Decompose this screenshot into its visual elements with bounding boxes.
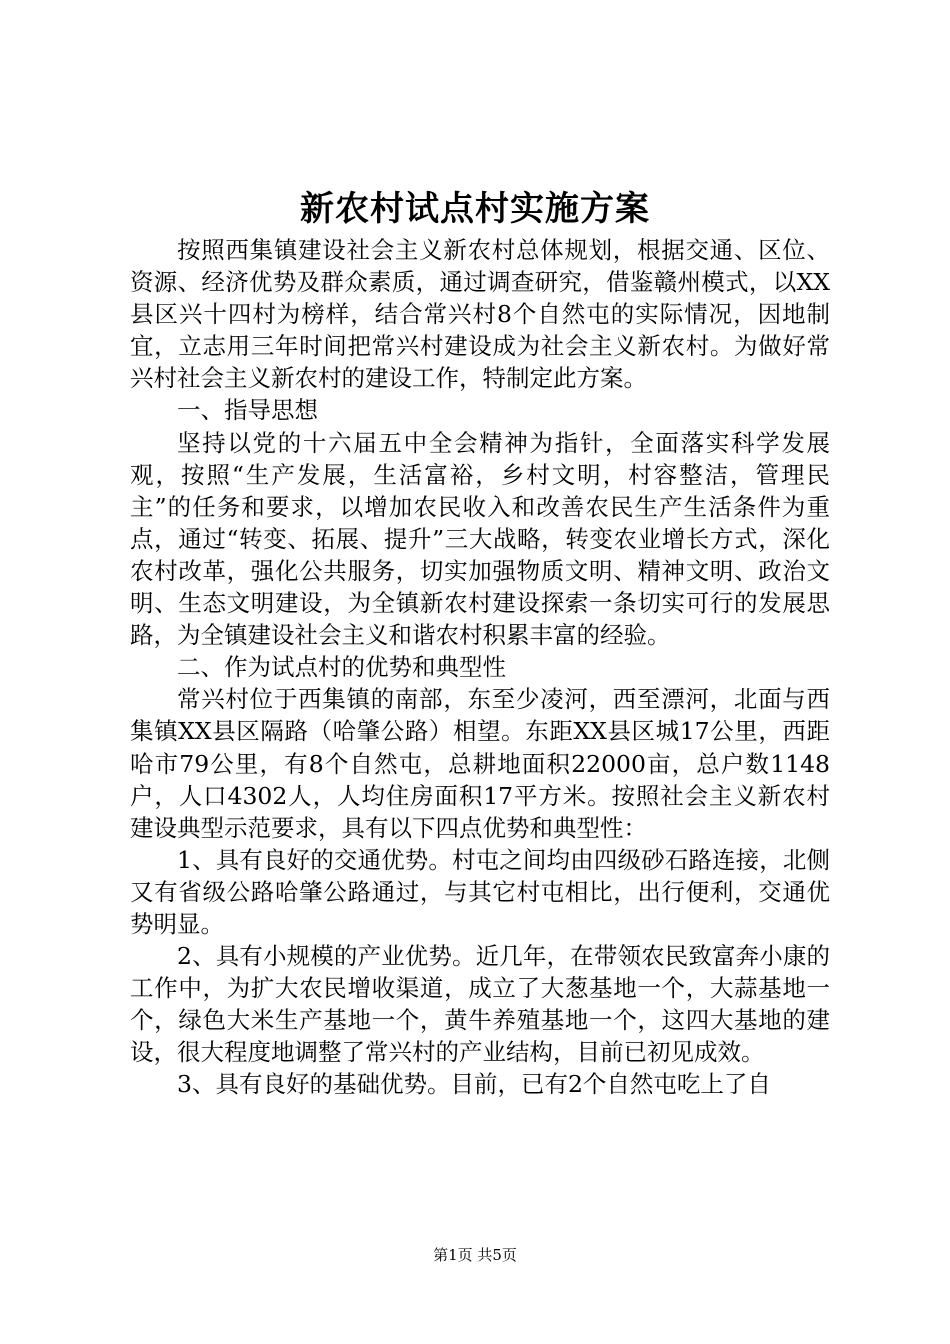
section-heading-guiding-ideology: 一、指导思想 — [177, 396, 318, 425]
document-body — [130, 234, 830, 1101]
intro-paragraph: 按照西集镇建设社会主义新农村总体规划，根据交通、区位、资源、经济优势及群众素质，通过调查研究，借鉴赣州模式，以XX县区兴十四村为榜样，结合常兴村8个自然屯的实际情况，因地制宜，立志用三年时间把常兴村建设成为社会主义新农村。为做好常兴村社会主义新农村的建设工作，特制定此方案。 — [130, 236, 830, 393]
advantage-item-industry: 2、具有小规模的产业优势。近几年，在带领农民致富奔小康的工作中，为扩大农民增收渠道，成立了大葱基地一个，大蒜基地一个，绿色大米生产基地一个，黄牛养殖基地一个，这四大基地的建设，很大程度地调整了常兴村的产业结构，目前已初见成效。 — [130, 942, 830, 1067]
advantage-item-foundation: 3、具有良好的基础优势。目前，已有2个自然屯吃上了自 — [177, 1070, 771, 1099]
document-title: 新农村试点村实施方案 — [300, 189, 650, 229]
page-number-footer: 第1页 共5页 — [433, 1246, 517, 1264]
advantage-item-transport: 1、具有良好的交通优势。村屯之间均由四级砂石路连接，北侧又有省级公路哈肇公路通过，与其它村屯相比，出行便利，交通优势明显。 — [130, 845, 830, 938]
advantages-paragraph: 常兴村位于西集镇的南部，东至少凌河，西至漂河，北面与西集镇XX县区隔路（哈肇公路）相望。东距XX县区城17公里，西距哈市79公里，有8个自然屯，总耕地面积22000亩，总户数1148户，人口4302人，人均住房面积17平方米。按照社会主义新农村建设典型示范要求，具有以下四点优势和典型性： — [130, 685, 830, 842]
section-heading-advantages: 二、作为试点村的优势和典型性 — [177, 653, 506, 682]
guiding-ideology-paragraph: 坚持以党的十六届五中全会精神为指针，全面落实科学发展观，按照“生产发展，生活富裕，乡村文明，村容整洁，管理民主”的任务和要求，以增加农民收入和改善农民生产生活条件为重点，通过“转变、拓展、提升”三大战略，转变农业增长方式，深化农村改革，强化公共服务，切实加强物质文明、精神文明、政治文明、生态文明建设，为全镇新农村建设探索一条切实可行的发展思路，为全镇建设社会主义和谐农村积累丰富的经验。 — [130, 428, 830, 650]
